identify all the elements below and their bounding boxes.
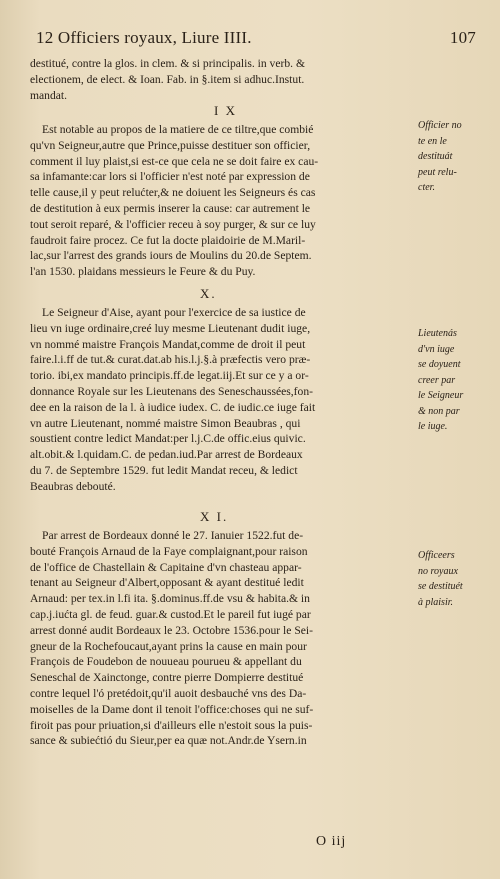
margin-note-line: no royaux <box>418 565 458 577</box>
text-line: bouté François Arnaud de la Faye complaignant,pour raison <box>30 544 308 558</box>
margin-note-line: se destituét <box>418 581 463 592</box>
running-title: 12 Officiers royaux, Liure IIII. <box>36 28 252 47</box>
margin-note-line: le iuge. <box>418 421 448 432</box>
section-heading-x: X. <box>200 286 217 301</box>
text-line: cap.j.iućta gl. de feud. guar.& custod.Et le pareil fut iugé par <box>30 607 311 621</box>
margin-note-line: & non par <box>418 405 460 417</box>
text-line: moiselles de la Dame dont il tenoit l'office:choses qui ne suf- <box>30 702 314 716</box>
text-line: contre lequel l'ó pretédoit,qu'il auoit desbauché vns des Da- <box>30 686 307 700</box>
text-line: arrest donné audit Bordeaux le 23. Octobre 1536.pour le Sei- <box>30 623 313 637</box>
text-line: donnance Royale sur les Lieutenans des Seneschaussées,fon- <box>30 384 313 398</box>
section-heading-ix: I X <box>214 103 237 118</box>
text-line: firoit pas pour priuation,si d'ailleurs elle n'estoit sous la puis- <box>30 718 313 732</box>
text-line: destitué, contre la glos. in clem. & si principalis. in verb. & <box>30 57 305 70</box>
text-line: de l'office de Chastellain & Capitaine d'vn chasteau appar- <box>30 560 302 574</box>
margin-note-line: destituát <box>418 151 453 162</box>
text-line: telle cause,il y peut relućter,& ne doiuent les Seigneurs és cas <box>30 186 316 200</box>
text-line: Seneschal de Xainctonge, contre pierre Dompierre destitué <box>30 671 304 685</box>
text-line: François de Foudebon de nouueau pourueu & appellant du <box>30 655 302 669</box>
text-line: vn autre Lieutenant, nommé maistre Simon Beaubras , qui <box>30 416 301 430</box>
intro-paragraph <box>30 56 418 103</box>
margin-note-3 <box>418 548 492 610</box>
running-header <box>36 28 476 50</box>
margin-note-line: te en le <box>418 135 447 147</box>
text-line: qu'vn Seigneur,autre que Prince,puisse destituer son officier, <box>30 138 311 152</box>
margin-note-line: Officeers <box>418 550 455 561</box>
margin-note-line: peut relu- <box>418 166 457 178</box>
margin-note-line: le Seigneur <box>418 390 464 401</box>
text-line: sa infamante:car lors si l'officier n'est noté par expression de <box>30 170 310 184</box>
text-line: mandat. <box>30 88 68 102</box>
text-line: comment il luy plaist,si est-ce que cela ne se doit faire ex cau- <box>30 154 319 168</box>
text-line: tenant au Seigneur d'Albert,opposant & ayant destitué ledit <box>30 576 304 590</box>
text-line: electionem, de elect. & Ioan. Fab. in §.item si adhuc.Instut. <box>30 72 305 86</box>
text-line: gneur de la Rochefoucaut,ayant prins la cause en main pour <box>30 639 307 653</box>
margin-note-line: à plaisir. <box>418 596 454 608</box>
text-line: lieu vn iuge ordinaire,creé luy mesme Lieutenant dudit iuge, <box>30 321 311 335</box>
section-ix-paragraph <box>30 122 418 280</box>
margin-note-line: Officier no <box>418 120 462 131</box>
text-line: tout seroit reparé, & l'officier receu à soy purger, & sur ce luy <box>30 217 316 231</box>
text-line: faudroit faire procez. Ce fut la docte plaidoirie de M.Maril- <box>30 233 306 247</box>
text-line: du 7. de Septembre 1529. fut ledit Mandat receu, & ledict <box>30 463 298 477</box>
section-heading-xi: X I. <box>200 509 229 524</box>
text-line: Beaubras debouté. <box>30 479 116 493</box>
margin-note-2 <box>418 326 492 435</box>
text-line: dee en la raison de la l. à iudice iudex. C. de iudic.ce iuge fait <box>30 400 316 414</box>
text-line: de destitution à eux permis inserer la cause: car autrement le <box>30 201 311 215</box>
text-line: Par arrest de Bordeaux donné le 27. Ianuier 1522.fut de- <box>42 529 304 542</box>
signature-mark: O iij <box>316 834 347 849</box>
text-line: vn nommé maistre François Mandat,comme de droit il peut <box>30 337 306 351</box>
text-line: torio. ibi,ex mandato principis.ff.de legat.iij.Et sur ce y a or- <box>30 369 309 383</box>
text-line: alt.obit.& l.quidam.C. de pedan.iud.Par arrest de Bordeaux <box>30 448 303 462</box>
margin-note-line: cter. <box>418 182 435 193</box>
margin-note-line: Lieutenás <box>418 328 457 339</box>
text-line: Arnaud: per tex.in l.fi ita. §.dominus.ff.de vsu & habita.& in <box>30 592 310 606</box>
section-x-paragraph <box>30 305 418 495</box>
margin-note-line: d'vn iuge <box>418 343 455 355</box>
text-line: soustient contre ledict Mandat:per l.j.C.de offic.eius quivic. <box>30 432 306 446</box>
text-line: sance & subiećtió du Sieur,per ea quæ not.Andr.de Ysern.in <box>30 734 307 748</box>
margin-note-line: se doyuent <box>418 359 461 370</box>
margin-note-line: creer par <box>418 374 456 386</box>
text-line: faire.l.i.ff de tut.& curat.dat.ab his.l.j.§.à præfectis vero præ- <box>30 353 311 367</box>
section-xi-paragraph <box>30 528 418 749</box>
text-line: Est notable au propos de la matiere de ce tiltre,que combié <box>42 123 314 136</box>
text-line: lac,sur l'arrest des grands iours de Moulins du 20.de Septem. <box>30 249 312 263</box>
text-line: l'an 1530. plaidans messieurs le Feure & du Puy. <box>30 265 256 279</box>
margin-note-1 <box>418 118 492 196</box>
text-line: Le Seigneur d'Aise, ayant pour l'exercice de sa iustice de <box>42 306 306 319</box>
folio-number: 107 <box>449 28 476 47</box>
